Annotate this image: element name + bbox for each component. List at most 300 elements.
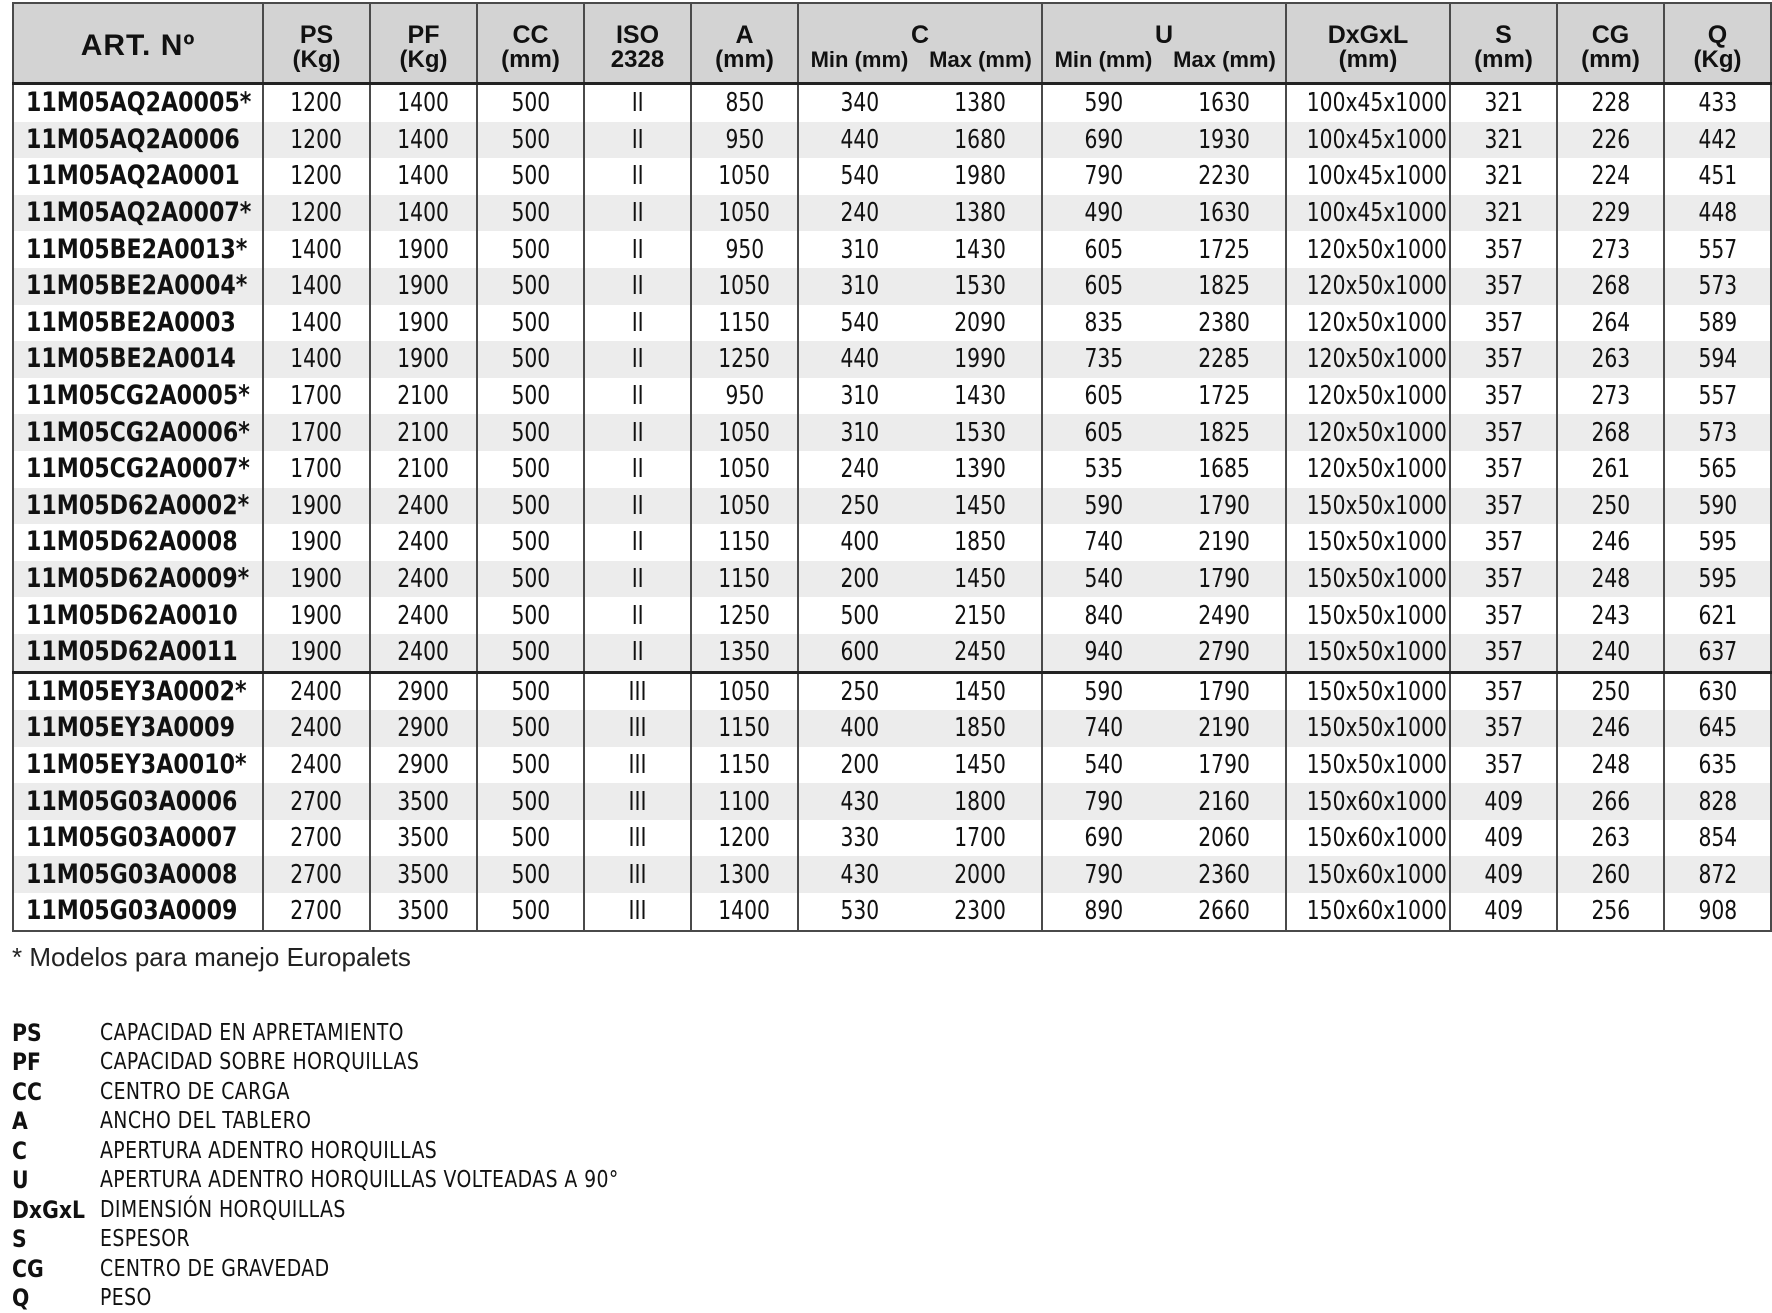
cell-value: 2790 bbox=[1199, 639, 1251, 665]
cell-value: 357 bbox=[1484, 310, 1523, 336]
cell-value: 150x50x1000 bbox=[1307, 493, 1447, 519]
cell-value: 2900 bbox=[398, 679, 450, 705]
cell-value: 790 bbox=[1084, 789, 1123, 815]
cell-value: 357 bbox=[1484, 420, 1523, 446]
cell-q bbox=[1664, 268, 1771, 305]
cell-s bbox=[1450, 488, 1557, 525]
cell-value: 500 bbox=[511, 825, 550, 851]
header-cg-unit: (mm) bbox=[1557, 48, 1664, 84]
cell-u-max bbox=[1164, 597, 1286, 634]
cell-value: 1200 bbox=[719, 825, 771, 851]
cell-value: 950 bbox=[725, 127, 764, 153]
cell-art-number bbox=[13, 710, 263, 747]
cell-value: II bbox=[632, 493, 644, 519]
cell-value: 1790 bbox=[1199, 493, 1251, 519]
cell-s bbox=[1450, 305, 1557, 342]
cell-value: 950 bbox=[725, 383, 764, 409]
cell-s bbox=[1450, 710, 1557, 747]
cell-cc bbox=[477, 268, 584, 305]
cell-value: 100x45x1000 bbox=[1307, 163, 1447, 189]
cell-s bbox=[1450, 451, 1557, 488]
header-q-unit: (Kg) bbox=[1664, 48, 1771, 84]
cell-value: 11M05AQ2A0007* bbox=[26, 200, 251, 226]
header-a: A bbox=[691, 3, 798, 48]
cell-value: 1700 bbox=[955, 825, 1007, 851]
cell-value: 150x50x1000 bbox=[1307, 752, 1447, 778]
cell-value: II bbox=[632, 603, 644, 629]
cell-dxgxl bbox=[1286, 710, 1450, 747]
cell-cc bbox=[477, 158, 584, 195]
cell-s bbox=[1450, 268, 1557, 305]
cell-value: 440 bbox=[840, 127, 879, 153]
cell-value: 1400 bbox=[719, 898, 771, 924]
cell-cg bbox=[1557, 451, 1664, 488]
cell-q bbox=[1664, 893, 1771, 931]
cell-value: 260 bbox=[1591, 862, 1630, 888]
cell-art-number bbox=[13, 122, 263, 159]
cell-c-min bbox=[798, 122, 920, 159]
legend-abbr bbox=[12, 1284, 100, 1312]
cell-iso bbox=[584, 488, 691, 525]
cell-value: 595 bbox=[1698, 529, 1737, 555]
cell-value: 357 bbox=[1484, 603, 1523, 629]
cell-cc bbox=[477, 524, 584, 561]
cell-value: 1930 bbox=[1199, 127, 1251, 153]
cell-value: 1630 bbox=[1199, 90, 1251, 116]
cell-value: 2300 bbox=[955, 898, 1007, 924]
header-pf-unit: (Kg) bbox=[370, 48, 477, 84]
cell-u-max bbox=[1164, 524, 1286, 561]
cell-value: 1530 bbox=[955, 273, 1007, 299]
cell-ps bbox=[263, 122, 370, 159]
cell-a bbox=[691, 747, 798, 784]
cell-value: 409 bbox=[1484, 898, 1523, 924]
cell-value: 100x45x1000 bbox=[1307, 200, 1447, 226]
cell-ps bbox=[263, 710, 370, 747]
cell-value: 500 bbox=[511, 127, 550, 153]
legend-item bbox=[12, 1018, 733, 1048]
cell-value: 11M05D62A0002* bbox=[26, 493, 249, 519]
cell-q bbox=[1664, 122, 1771, 159]
cell-value: 321 bbox=[1484, 90, 1523, 116]
legend-item bbox=[12, 1254, 733, 1284]
cell-s bbox=[1450, 524, 1557, 561]
table-row bbox=[13, 414, 1771, 451]
cell-iso bbox=[584, 634, 691, 672]
legend-item bbox=[12, 1284, 733, 1313]
header-iso-unit: 2328 bbox=[584, 48, 691, 84]
cell-u-max bbox=[1164, 820, 1286, 857]
cell-c-max bbox=[920, 597, 1042, 634]
cell-cc bbox=[477, 378, 584, 415]
cell-value: 790 bbox=[1084, 862, 1123, 888]
cell-u-max bbox=[1164, 747, 1286, 784]
cell-cg bbox=[1557, 341, 1664, 378]
cell-c-max bbox=[920, 747, 1042, 784]
cell-value: 1400 bbox=[291, 237, 343, 263]
cell-value: 2400 bbox=[291, 752, 343, 778]
header-u-min: Min (mm) bbox=[1042, 48, 1164, 84]
cell-value: 908 bbox=[1698, 898, 1737, 924]
cell-value: 1825 bbox=[1199, 273, 1251, 299]
cell-cc bbox=[477, 195, 584, 232]
cell-value: 500 bbox=[511, 493, 550, 519]
cell-value: 940 bbox=[1084, 639, 1123, 665]
cell-ps bbox=[263, 305, 370, 342]
cell-value: 500 bbox=[511, 862, 550, 888]
cell-iso bbox=[584, 84, 691, 122]
cell-value: 1900 bbox=[398, 237, 450, 263]
cell-value: 1800 bbox=[955, 789, 1007, 815]
cell-value: 1790 bbox=[1199, 752, 1251, 778]
cell-a bbox=[691, 231, 798, 268]
cell-dxgxl bbox=[1286, 488, 1450, 525]
cell-pf bbox=[370, 268, 477, 305]
cell-iso bbox=[584, 820, 691, 857]
cell-value: 330 bbox=[840, 825, 879, 851]
cell-value: 500 bbox=[511, 639, 550, 665]
cell-value: 11M05AQ2A0001 bbox=[26, 163, 240, 189]
cell-ps bbox=[263, 634, 370, 672]
cell-a bbox=[691, 672, 798, 710]
cell-cc bbox=[477, 710, 584, 747]
cell-iso bbox=[584, 378, 691, 415]
cell-iso bbox=[584, 231, 691, 268]
cell-value: 2900 bbox=[398, 752, 450, 778]
cell-value: 273 bbox=[1591, 383, 1630, 409]
table-row bbox=[13, 231, 1771, 268]
cell-value: 226 bbox=[1591, 127, 1630, 153]
cell-value: 1900 bbox=[291, 639, 343, 665]
cell-s bbox=[1450, 747, 1557, 784]
cell-u-max bbox=[1164, 783, 1286, 820]
cell-value: 1900 bbox=[398, 346, 450, 372]
cell-u-min bbox=[1042, 856, 1164, 893]
legend-desc bbox=[100, 1256, 380, 1282]
cell-value: 854 bbox=[1698, 825, 1737, 851]
cell-value: 261 bbox=[1591, 456, 1630, 482]
cell-iso bbox=[584, 893, 691, 931]
cell-value: 605 bbox=[1084, 273, 1123, 299]
cell-value: 850 bbox=[725, 90, 764, 116]
cell-value: 645 bbox=[1698, 715, 1737, 741]
cell-value: 540 bbox=[1084, 566, 1123, 592]
cell-value: 1200 bbox=[291, 200, 343, 226]
header-dxgxl-unit: (mm) bbox=[1286, 48, 1450, 84]
cell-value: 246 bbox=[1591, 529, 1630, 555]
cell-value: 1050 bbox=[719, 456, 771, 482]
cell-value: 500 bbox=[511, 715, 550, 741]
legend-abbr-text: DxGxL bbox=[12, 1196, 85, 1224]
cell-value: 2190 bbox=[1199, 529, 1251, 555]
cell-value: 2160 bbox=[1199, 789, 1251, 815]
cell-ps bbox=[263, 524, 370, 561]
cell-value: 1900 bbox=[398, 310, 450, 336]
table-header bbox=[13, 3, 1771, 84]
cell-a bbox=[691, 305, 798, 342]
cell-c-min bbox=[798, 305, 920, 342]
cell-cc bbox=[477, 561, 584, 598]
cell-value: 595 bbox=[1698, 566, 1737, 592]
cell-ps bbox=[263, 783, 370, 820]
cell-cc bbox=[477, 451, 584, 488]
cell-value: 400 bbox=[840, 529, 879, 555]
table-row bbox=[13, 122, 1771, 159]
cell-value: 1400 bbox=[291, 273, 343, 299]
cell-value: 357 bbox=[1484, 679, 1523, 705]
cell-q bbox=[1664, 195, 1771, 232]
cell-value: 605 bbox=[1084, 383, 1123, 409]
cell-value: 2900 bbox=[398, 715, 450, 741]
legend-desc bbox=[100, 1167, 733, 1193]
cell-value: 442 bbox=[1698, 127, 1737, 153]
cell-s bbox=[1450, 158, 1557, 195]
table-row bbox=[13, 195, 1771, 232]
cell-value: 540 bbox=[1084, 752, 1123, 778]
cell-value: 1400 bbox=[398, 127, 450, 153]
cell-value: 1900 bbox=[291, 493, 343, 519]
cell-a bbox=[691, 710, 798, 747]
cell-value: 243 bbox=[1591, 603, 1630, 629]
cell-value: 310 bbox=[840, 237, 879, 263]
cell-value: 150x50x1000 bbox=[1307, 529, 1447, 555]
cell-value: 268 bbox=[1591, 420, 1630, 446]
table-row bbox=[13, 747, 1771, 784]
cell-art-number bbox=[13, 414, 263, 451]
cell-iso bbox=[584, 672, 691, 710]
cell-value: 950 bbox=[725, 237, 764, 263]
cell-u-min bbox=[1042, 414, 1164, 451]
cell-value: 321 bbox=[1484, 127, 1523, 153]
cell-c-min bbox=[798, 84, 920, 122]
cell-c-min bbox=[798, 561, 920, 598]
table-row bbox=[13, 893, 1771, 931]
cell-iso bbox=[584, 414, 691, 451]
cell-ps bbox=[263, 747, 370, 784]
cell-value: 1400 bbox=[398, 200, 450, 226]
cell-cg bbox=[1557, 597, 1664, 634]
table-row bbox=[13, 305, 1771, 342]
cell-c-min bbox=[798, 672, 920, 710]
cell-q bbox=[1664, 451, 1771, 488]
cell-a bbox=[691, 84, 798, 122]
cell-value: 630 bbox=[1698, 679, 1737, 705]
cell-art-number bbox=[13, 893, 263, 931]
cell-c-min bbox=[798, 524, 920, 561]
cell-value: III bbox=[629, 789, 647, 815]
cell-value: 573 bbox=[1698, 420, 1737, 446]
cell-value: 2190 bbox=[1199, 715, 1251, 741]
cell-value: 565 bbox=[1698, 456, 1737, 482]
cell-value: 500 bbox=[511, 566, 550, 592]
cell-a bbox=[691, 524, 798, 561]
cell-q bbox=[1664, 341, 1771, 378]
cell-ps bbox=[263, 561, 370, 598]
cell-value: 150x50x1000 bbox=[1307, 603, 1447, 629]
cell-cg bbox=[1557, 710, 1664, 747]
cell-cg bbox=[1557, 524, 1664, 561]
cell-a bbox=[691, 158, 798, 195]
cell-iso bbox=[584, 783, 691, 820]
cell-value: III bbox=[629, 752, 647, 778]
spec-sheet bbox=[12, 2, 1770, 932]
cell-value: 500 bbox=[511, 679, 550, 705]
cell-u-min bbox=[1042, 672, 1164, 710]
cell-s bbox=[1450, 231, 1557, 268]
cell-cc bbox=[477, 634, 584, 672]
cell-dxgxl bbox=[1286, 195, 1450, 232]
cell-value: 1790 bbox=[1199, 566, 1251, 592]
cell-pf bbox=[370, 451, 477, 488]
cell-a bbox=[691, 268, 798, 305]
cell-value: 1900 bbox=[291, 529, 343, 555]
header-a-unit: (mm) bbox=[691, 48, 798, 84]
cell-value: 790 bbox=[1084, 163, 1123, 189]
cell-value: 321 bbox=[1484, 163, 1523, 189]
cell-value: 2090 bbox=[955, 310, 1007, 336]
cell-value: 590 bbox=[1698, 493, 1737, 519]
cell-value: 246 bbox=[1591, 715, 1630, 741]
legend-desc-text: APERTURA ADENTRO HORQUILLAS bbox=[100, 1138, 437, 1164]
legend-desc-text: CENTRO DE GRAVEDAD bbox=[100, 1256, 330, 1282]
cell-value: 11M05D62A0010 bbox=[26, 603, 238, 629]
cell-cc bbox=[477, 341, 584, 378]
table-row bbox=[13, 378, 1771, 415]
cell-value: 2700 bbox=[291, 898, 343, 924]
legend-item bbox=[12, 1048, 733, 1078]
table-body bbox=[13, 84, 1771, 931]
cell-value: 1990 bbox=[955, 346, 1007, 372]
cell-value: 150x50x1000 bbox=[1307, 566, 1447, 592]
legend bbox=[12, 1018, 733, 1313]
cell-c-min bbox=[798, 414, 920, 451]
table-row bbox=[13, 451, 1771, 488]
cell-cc bbox=[477, 783, 584, 820]
cell-ps bbox=[263, 597, 370, 634]
cell-value: 2700 bbox=[291, 862, 343, 888]
cell-u-min bbox=[1042, 305, 1164, 342]
cell-value: 357 bbox=[1484, 752, 1523, 778]
cell-value: II bbox=[632, 566, 644, 592]
cell-c-max bbox=[920, 672, 1042, 710]
table-row bbox=[13, 524, 1771, 561]
cell-q bbox=[1664, 305, 1771, 342]
cell-a bbox=[691, 488, 798, 525]
cell-value: 229 bbox=[1591, 200, 1630, 226]
cell-iso bbox=[584, 195, 691, 232]
cell-art-number bbox=[13, 378, 263, 415]
legend-desc-text: ANCHO DEL TABLERO bbox=[100, 1108, 311, 1134]
cell-value: II bbox=[632, 163, 644, 189]
cell-value: 1050 bbox=[719, 163, 771, 189]
legend-abbr bbox=[12, 1107, 100, 1135]
header-ps: PS bbox=[263, 3, 370, 48]
cell-art-number bbox=[13, 158, 263, 195]
cell-iso bbox=[584, 747, 691, 784]
cell-c-max bbox=[920, 414, 1042, 451]
cell-u-min bbox=[1042, 195, 1164, 232]
cell-value: 500 bbox=[511, 237, 550, 263]
legend-abbr bbox=[12, 1225, 100, 1253]
cell-ps bbox=[263, 856, 370, 893]
cell-value: 310 bbox=[840, 383, 879, 409]
cell-u-max bbox=[1164, 84, 1286, 122]
cell-value: 1150 bbox=[719, 715, 771, 741]
cell-value: 500 bbox=[511, 752, 550, 778]
cell-pf bbox=[370, 561, 477, 598]
cell-cc bbox=[477, 893, 584, 931]
cell-value: 11M05EY3A0002* bbox=[26, 679, 247, 705]
header-cc-unit: (mm) bbox=[477, 48, 584, 84]
cell-value: 740 bbox=[1084, 529, 1123, 555]
cell-cg bbox=[1557, 122, 1664, 159]
header-cc: CC bbox=[477, 3, 584, 48]
cell-value: 357 bbox=[1484, 383, 1523, 409]
cell-value: 1530 bbox=[955, 420, 1007, 446]
cell-s bbox=[1450, 341, 1557, 378]
legend-desc bbox=[100, 1226, 210, 1252]
cell-value: 409 bbox=[1484, 862, 1523, 888]
cell-value: 1400 bbox=[291, 310, 343, 336]
cell-value: 430 bbox=[840, 789, 879, 815]
cell-value: 310 bbox=[840, 420, 879, 446]
cell-value: 2490 bbox=[1199, 603, 1251, 629]
cell-value: 1200 bbox=[291, 163, 343, 189]
cell-value: 540 bbox=[840, 310, 879, 336]
cell-iso bbox=[584, 158, 691, 195]
cell-s bbox=[1450, 597, 1557, 634]
cell-value: 690 bbox=[1084, 127, 1123, 153]
cell-q bbox=[1664, 747, 1771, 784]
cell-value: 740 bbox=[1084, 715, 1123, 741]
cell-value: II bbox=[632, 529, 644, 555]
cell-value: 2100 bbox=[398, 420, 450, 446]
table-row bbox=[13, 710, 1771, 747]
cell-cc bbox=[477, 305, 584, 342]
table-row bbox=[13, 672, 1771, 710]
cell-value: 256 bbox=[1591, 898, 1630, 924]
legend-abbr-text: PF bbox=[12, 1048, 41, 1076]
table-row bbox=[13, 820, 1771, 857]
cell-value: 228 bbox=[1591, 90, 1630, 116]
cell-q bbox=[1664, 524, 1771, 561]
cell-value: 1050 bbox=[719, 493, 771, 519]
cell-value: 540 bbox=[840, 163, 879, 189]
cell-cc bbox=[477, 122, 584, 159]
cell-s bbox=[1450, 84, 1557, 122]
cell-c-max bbox=[920, 378, 1042, 415]
cell-a bbox=[691, 561, 798, 598]
table-row bbox=[13, 597, 1771, 634]
cell-dxgxl bbox=[1286, 893, 1450, 931]
cell-iso bbox=[584, 856, 691, 893]
table-row bbox=[13, 856, 1771, 893]
cell-ps bbox=[263, 341, 370, 378]
cell-ps bbox=[263, 451, 370, 488]
cell-dxgxl bbox=[1286, 231, 1450, 268]
cell-cg bbox=[1557, 856, 1664, 893]
cell-dxgxl bbox=[1286, 524, 1450, 561]
cell-cg bbox=[1557, 268, 1664, 305]
table-row bbox=[13, 783, 1771, 820]
legend-item bbox=[12, 1166, 733, 1196]
cell-value: 268 bbox=[1591, 273, 1630, 299]
cell-value: 1050 bbox=[719, 420, 771, 446]
cell-art-number bbox=[13, 634, 263, 672]
cell-iso bbox=[584, 597, 691, 634]
cell-value: 357 bbox=[1484, 566, 1523, 592]
cell-pf bbox=[370, 305, 477, 342]
